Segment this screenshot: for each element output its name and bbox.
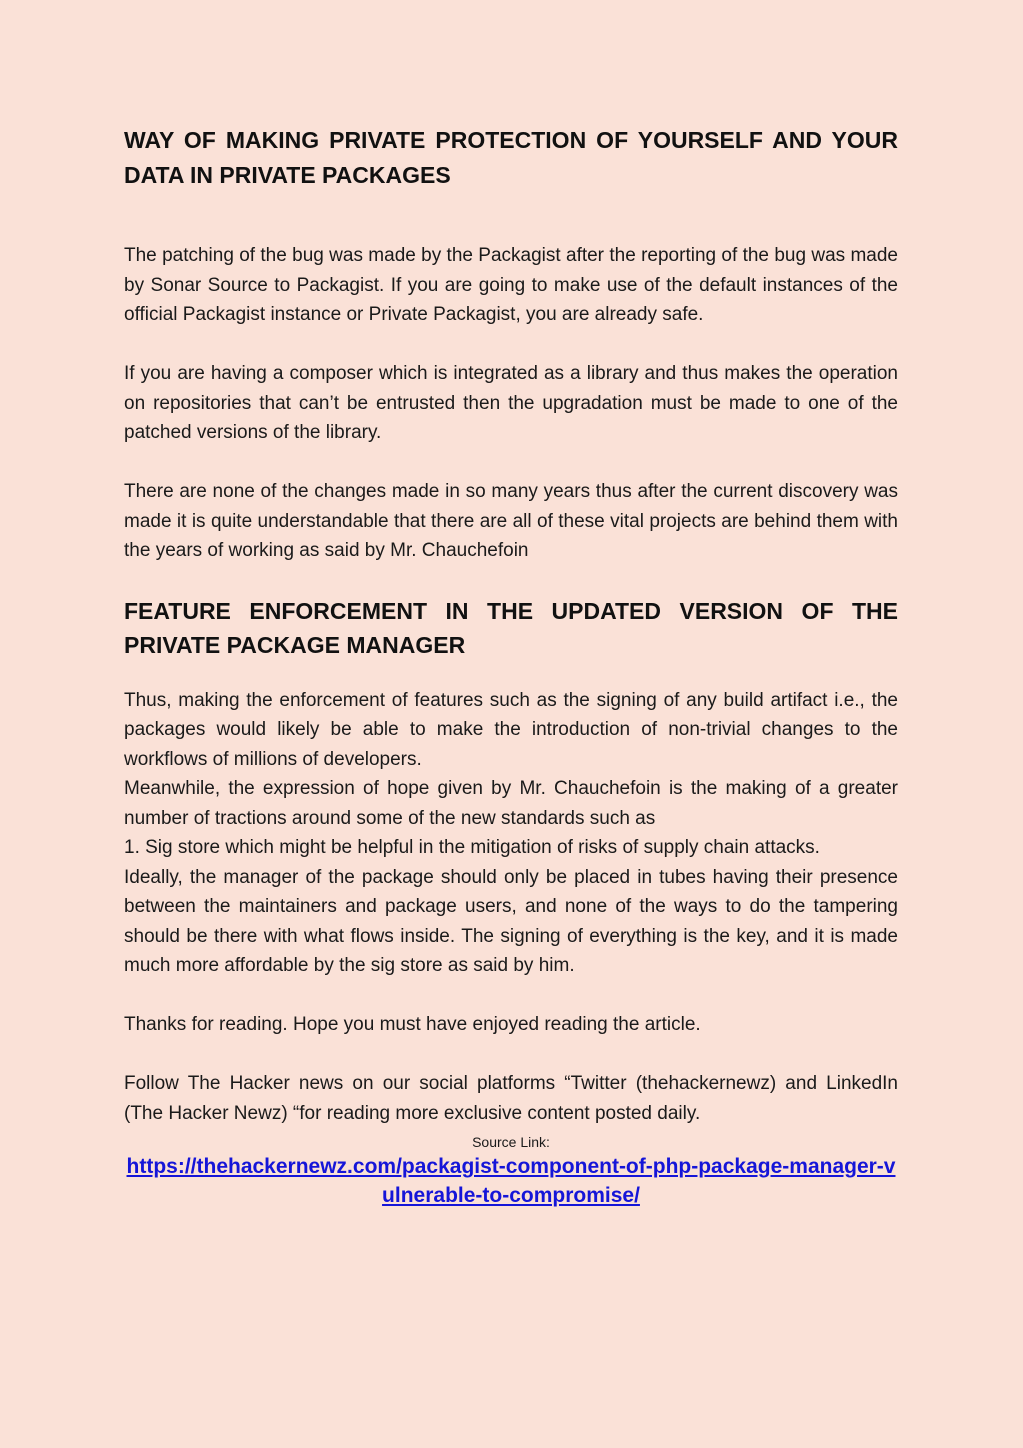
section2-paragraph-1: Thus, making the enforcement of features such as the signing of any build artifact i.e., the packages would likely be able to make the introduction of non-trivial changes to the workflows of millions of developers. — [124, 689, 898, 770]
section2-heading: FEATURE ENFORCEMENT IN THE UPDATED VERSION OF THE PRIVATE PACKAGE MANAGER — [124, 597, 898, 658]
section1-paragraph-2: If you are having a composer which is integrated as a library and thus makes the operation on repositories that can’t be entrusted then the upgradation must be made to one of the patched versions of the library. — [124, 363, 898, 443]
section1-paragraph-3: There are none of the changes made in so many years thus after the current discovery was made it is quite understandable that there are all of these vital projects are behind them with the years of working as said by Mr. Chauchefoin — [124, 481, 898, 561]
section1-paragraph-1: The patching of the bug was made by the Packagist after the reporting of the bug was made by Sonar Source to Packagist. If you are going to make use of the default instances of the official Packagist instance or Private Packagist, you are already safe. — [124, 245, 898, 325]
thanks-text: Thanks for reading. Hope you must have enjoyed reading the article. — [124, 1014, 701, 1035]
source-label: Source Link: — [472, 1134, 550, 1150]
follow-text: Follow The Hacker news on our social platforms “Twitter (thehackernewz) and LinkedIn (The Hacker Newz) “for reading more exclusive content posted daily. — [124, 1073, 898, 1124]
section1-heading: WAY OF MAKING PRIVATE PROTECTION OF YOURSELF AND YOUR DATA IN PRIVATE PACKAGES — [124, 127, 898, 188]
source-link[interactable]: https://thehackernewz.com/packagist-component-of-php-package-manager-vulnerable-to-compromise/ — [126, 1155, 896, 1207]
section2-paragraph-2: Meanwhile, the expression of hope given by Mr. Chauchefoin is the making of a greater number of tractions around some of the new standards such as — [124, 778, 898, 829]
article — [124, 123, 898, 1210]
section2-list-item-1: 1. Sig store which might be helpful in the mitigation of risks of supply chain attacks. — [124, 837, 820, 858]
section2-paragraph-3: Ideally, the manager of the package should only be placed in tubes having their presence between the maintainers and package users, and none of the ways to do the tampering should be there with what flows inside. The signing of everything is the key, and it is made much more affordable by the sig store as said by him. — [124, 866, 898, 976]
